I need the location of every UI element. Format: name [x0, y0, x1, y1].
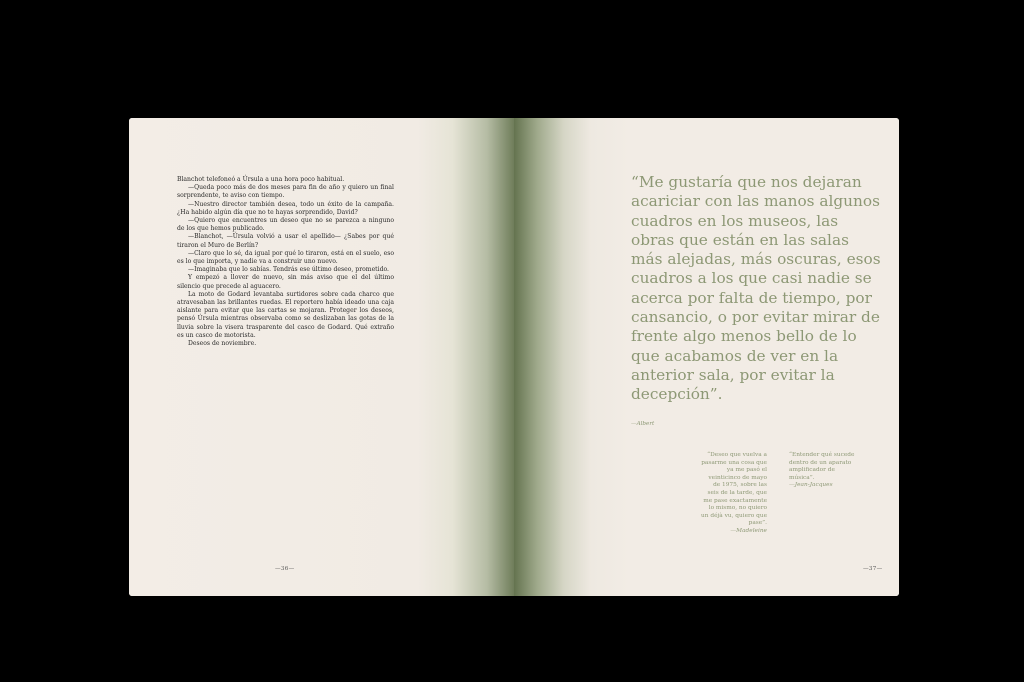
- left-page: [129, 118, 514, 596]
- side-note-text: “Deseo que vuelva a pasarme una cosa que ya me pasó el veinticinco de mayo de 1975, sobre las seis de la tarde, que me pase exactamente lo mismo, no quiero un déjà vu, quiero que pase”.: [701, 452, 767, 527]
- side-note-text: “Entender qué sucede dentro de un aparato amplificador de música”.: [789, 452, 855, 481]
- paragraph: —Claro que lo sé, da igual por qué lo tiraron, está en el suelo, eso es lo que importa, y nadie va a construir uno nuevo.: [177, 249, 394, 266]
- paragraph: —Blanchot, —Úrsula volvió a usar el apellido— ¿Sabes por qué tiraron el Muro de Berlín?: [177, 233, 394, 249]
- paragraph: Deseos de noviembre.: [188, 340, 257, 348]
- side-note-author: —Madeleine: [730, 527, 767, 534]
- side-note-jean-jacques: [789, 452, 859, 490]
- page-number-left: —36—: [275, 566, 295, 572]
- paragraph: —Imaginaba que lo sabías. Tendrás ese último deseo, prometido.: [188, 266, 389, 274]
- pull-quote-author: —Albert: [631, 421, 655, 427]
- page-number-right: —37—: [863, 566, 883, 572]
- body-text: [177, 176, 394, 348]
- right-page: [514, 118, 899, 596]
- side-note-madeleine: [701, 452, 767, 536]
- paragraph: Y empezó a llover de nuevo, sin más aviso que el del último silencio que precede al aguacero.: [177, 274, 394, 290]
- paragraph: La moto de Godard levantaba surtidores sobre cada charco que atravesaban las brillantes ruedas. El reportero había ideado una caja aislante para evitar que las cartas se mojaran. Proteger los deseos, pensó Úrsula mientras observaba como se deslizaban las gotas de la lluvia sobre la visera trasparente del casco de Godard. Qué extraño es un casco de motorista.: [177, 290, 394, 339]
- paragraph: —Quiero que encuentres un deseo que no se parezca a ninguno de los que hemos publicado.: [177, 217, 394, 233]
- paragraph: —Nuestro director también desea, todo un éxito de la campaña. ¿Ha habido algún día que no te hayas sorprendido, David?: [177, 200, 394, 216]
- paragraph: —Queda poco más de dos meses para fin de año y quiero un final sorprendente, te aviso con tiempo.: [177, 184, 394, 200]
- side-note-author: —Jean-Jacques: [789, 482, 833, 489]
- pull-quote: “Me gustaría que nos dejaran acariciar con las manos algunos cuadros en los museos, las obras que están en las salas más alejadas, más oscuras, esos cuadros a los que casi nadie se acerca por falta de tiempo, por cansancio, o por evitar mirar de frente algo menos bello de lo que acabamos de ver en la anterior sala, por evitar la decepción”.: [631, 173, 881, 404]
- book-spread: [129, 118, 899, 596]
- paragraph: Blanchot telefoneó a Úrsula a una hora poco habitual.: [177, 176, 345, 183]
